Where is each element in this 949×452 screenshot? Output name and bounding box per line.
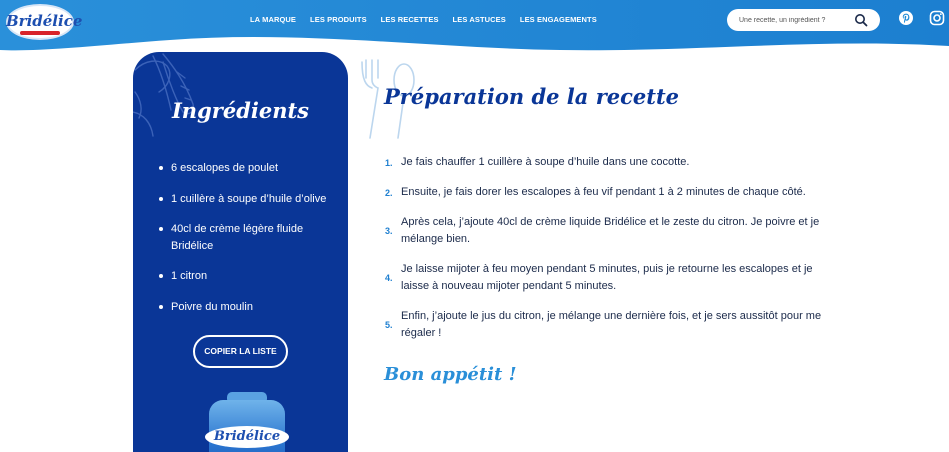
search-icon[interactable]: [854, 13, 868, 27]
step-item: [384, 184, 824, 201]
step-number: 4.: [385, 273, 393, 283]
step-text: Je fais chauffer 1 cuillère à soupe d’huile dans une cocotte.: [401, 156, 690, 168]
instagram-icon[interactable]: [929, 10, 945, 26]
brand-logo[interactable]: [6, 4, 83, 40]
nav-item-les-recettes[interactable]: LES RECETTES: [380, 15, 439, 24]
logo-swoosh: [20, 31, 60, 35]
step-item: [384, 154, 824, 171]
ingredient-item: Poivre du moulin: [159, 299, 334, 316]
ingredient-item: 1 citron: [159, 268, 334, 285]
closing-message: Bon appétit !: [384, 364, 517, 385]
logo-text: Bridélice: [6, 12, 83, 30]
main-nav: [250, 15, 611, 24]
nav-item-les-astuces[interactable]: LES ASTUCES: [452, 15, 506, 24]
product-image: [205, 392, 289, 452]
nav-item-la-marque[interactable]: LA MARQUE: [250, 15, 297, 24]
step-text: Après cela, j’ajoute 40cl de crème liquide Bridélice et le zeste du citron. Je poivre et je mélange bien.: [401, 216, 820, 245]
ingredients-list: [159, 160, 334, 315]
search-box: [727, 9, 880, 31]
step-text: Je laisse mijoter à feu moyen pendant 5 minutes, puis je retourne les escalopes et je laisse à nouveau mijoter pendant 5 minutes.: [401, 263, 813, 292]
search-input[interactable]: [739, 13, 849, 27]
copy-list-button[interactable]: COPIER LA LISTE: [193, 335, 288, 368]
nav-item-les-produits[interactable]: LES PRODUITS: [310, 15, 367, 24]
step-text: Ensuite, je fais dorer les escalopes à feu vif pendant 1 à 2 minutes de chaque côté.: [401, 186, 806, 198]
ingredients-panel: [133, 52, 348, 452]
preparation-steps: [384, 154, 824, 342]
step-number: 1.: [385, 158, 393, 168]
step-item: [384, 261, 824, 295]
product-label-text: Bridélice: [213, 429, 281, 444]
step-item: [384, 308, 824, 342]
nav-item-les-engagements[interactable]: LES ENGAGEMENTS: [519, 15, 597, 24]
ingredient-item: 40cl de crème légère fluide Bridélice: [159, 221, 334, 254]
pinterest-icon[interactable]: [898, 10, 914, 26]
step-text: Enfin, j’ajoute le jus du citron, je mélange une dernière fois, et je sers aussitôt pour me régaler !: [401, 310, 822, 339]
ingredient-item: 1 cuillère à soupe d’huile d’olive: [159, 191, 334, 208]
step-number: 5.: [385, 320, 393, 330]
ingredient-item: 6 escalopes de poulet: [159, 160, 334, 177]
step-number: 3.: [385, 226, 393, 236]
step-number: 2.: [385, 188, 393, 198]
vegetable-sketch-decoration: [133, 52, 348, 142]
preparation-title: Préparation de la recette: [384, 84, 680, 109]
step-item: [384, 214, 824, 248]
ingredients-title: Ingrédients: [171, 98, 309, 123]
